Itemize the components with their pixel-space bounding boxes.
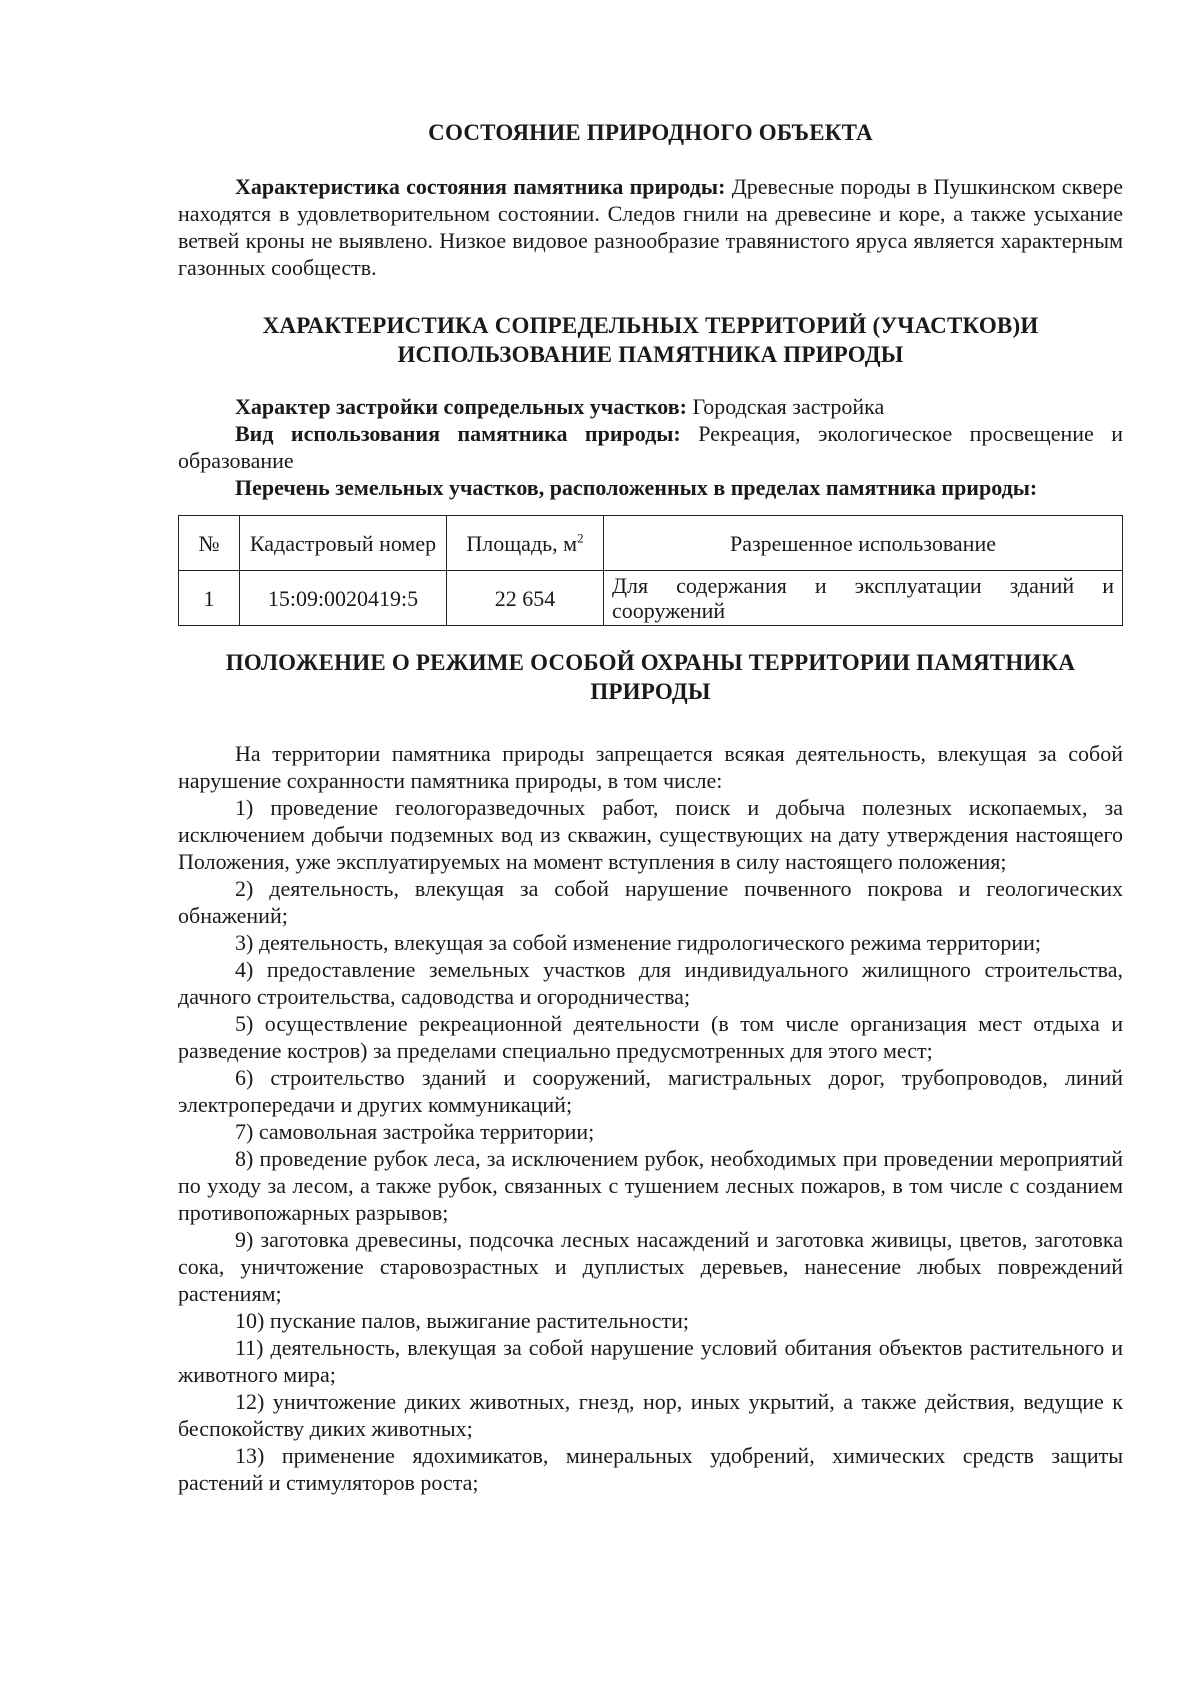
section-title-adjacent-line2: ИСПОЛЬЗОВАНИЕ ПАМЯТНИКА ПРИРОДЫ [397, 342, 904, 367]
state-text: Древесные породы в Пушкинском сквере находятся в удовлетворительном состоянии. Следов гнили на древесине и коре, а также усыхание ветвей кроны не выявлено. Низкое видовое разнообразие травянистого яруса является характерным газонных сообществ. [178, 174, 1123, 280]
list-item: 13) применение ядохимикатов, минеральных удобрений, химических средств защиты растений и стимуляторов роста; [178, 1443, 1123, 1495]
header-use: Разрешенное использование [604, 516, 1123, 571]
development-label: Характер застройки сопредельных участков: [235, 394, 687, 419]
cell-num: 1 [179, 571, 240, 626]
section-title-regime-line2: ПРИРОДЫ [590, 679, 711, 704]
cell-use: Для содержания и эксплуатации зданий и сооружений [604, 571, 1123, 626]
cell-area: 22 654 [447, 571, 604, 626]
usage-label: Вид использования памятника природы: [235, 421, 681, 446]
header-area: Площадь, $м^2$ [447, 516, 604, 571]
list-item: 6) строительство зданий и сооружений, магистральных дорог, трубопроводов, линий электропередачи и других коммуникаций; [178, 1065, 1123, 1117]
list-item: 2) деятельность, влекущая за собой нарушение почвенного покрова и геологических обнажений; [178, 876, 1123, 928]
list-item: 11) деятельность, влекущая за собой нарушение условий обитания объектов растительного и животного мира; [178, 1335, 1123, 1387]
land-plots-list-title: Перечень земельных участков, расположенных в пределах памятника природы: [235, 475, 1038, 500]
prohibitions-intro: На территории памятника природы запрещается всякая деятельность, влекущая за собой нарушение сохранности памятника природы, в том числе: [178, 741, 1123, 793]
list-item: 5) осуществление рекреационной деятельности (в том числе организация мест отдыха и разведение костров) за пределами специально предусмотренных для этого мест; [178, 1011, 1123, 1063]
cell-cadastral: 15:09:0020419:5 [240, 571, 447, 626]
list-item: 1) проведение геологоразведочных работ, поиск и добыча полезных ископаемых, за исключением добычи подземных вод из скважин, существующих на дату утверждения настоящего Положения, уже эксплуатируемых на момент вступления в силу настоящего положения; [178, 795, 1123, 874]
section-title-regime [178, 648, 1123, 706]
state-paragraph [178, 173, 1123, 281]
list-item: 8) проведение рубок леса, за исключением рубок, необходимых при проведении мероприятий по уходу за лесом, а также рубок, связанных с тушением лесных пожаров, в том числе с созданием противопожарных разрывов; [178, 1146, 1123, 1225]
section-title-adjacent [178, 311, 1123, 369]
usage-value: Рекреация, экологическое просвещение и образование [178, 421, 1123, 473]
list-item: 9) заготовка древесины, подсочка лесных насаждений и заготовка живицы, цветов, заготовка сока, уничтожение старовозрастных и дуплистых деревьев, нанесение любых повреждений растениям; [178, 1227, 1123, 1306]
list-item: 10) пускание палов, выжигание растительности; [235, 1308, 690, 1333]
state-label: Характеристика состояния памятника природы: [235, 174, 726, 199]
prohibitions-list [178, 740, 1123, 1496]
table-header-row [179, 516, 1123, 571]
development-value: Городская застройка [686, 394, 885, 419]
list-item: 7) самовольная застройка территории; [235, 1119, 595, 1144]
usage-field [178, 420, 1123, 474]
section-title-regime-line1: ПОЛОЖЕНИЕ О РЕЖИМЕ ОСОБОЙ ОХРАНЫ ТЕРРИТОРИИ ПАМЯТНИКА [225, 650, 1076, 675]
land-plots-table [178, 515, 1123, 626]
list-item: 12) уничтожение диких животных, гнезд, нор, иных укрытий, а также действия, ведущие к беспокойству диких животных; [178, 1389, 1123, 1441]
development-field [178, 393, 1123, 420]
list-item: 3) деятельность, влекущая за собой изменение гидрологического режима территории; [235, 930, 1042, 955]
header-cadastral: Кадастровый номер [240, 516, 447, 571]
document-page [178, 118, 1123, 1496]
header-num: № [179, 516, 240, 571]
section-title-adjacent-line1: ХАРАКТЕРИСТИКА СОПРЕДЕЛЬНЫХ ТЕРРИТОРИЙ (УЧАСТКОВ)И [262, 313, 1039, 338]
header-area-sup: 2 [577, 530, 584, 546]
table-row [179, 571, 1123, 626]
section-title-state: СОСТОЯНИЕ ПРИРОДНОГО ОБЪЕКТА [428, 120, 873, 145]
list-item: 4) предоставление земельных участков для индивидуального жилищного строительства, дачного строительства, садоводства и огородничества; [178, 957, 1123, 1009]
